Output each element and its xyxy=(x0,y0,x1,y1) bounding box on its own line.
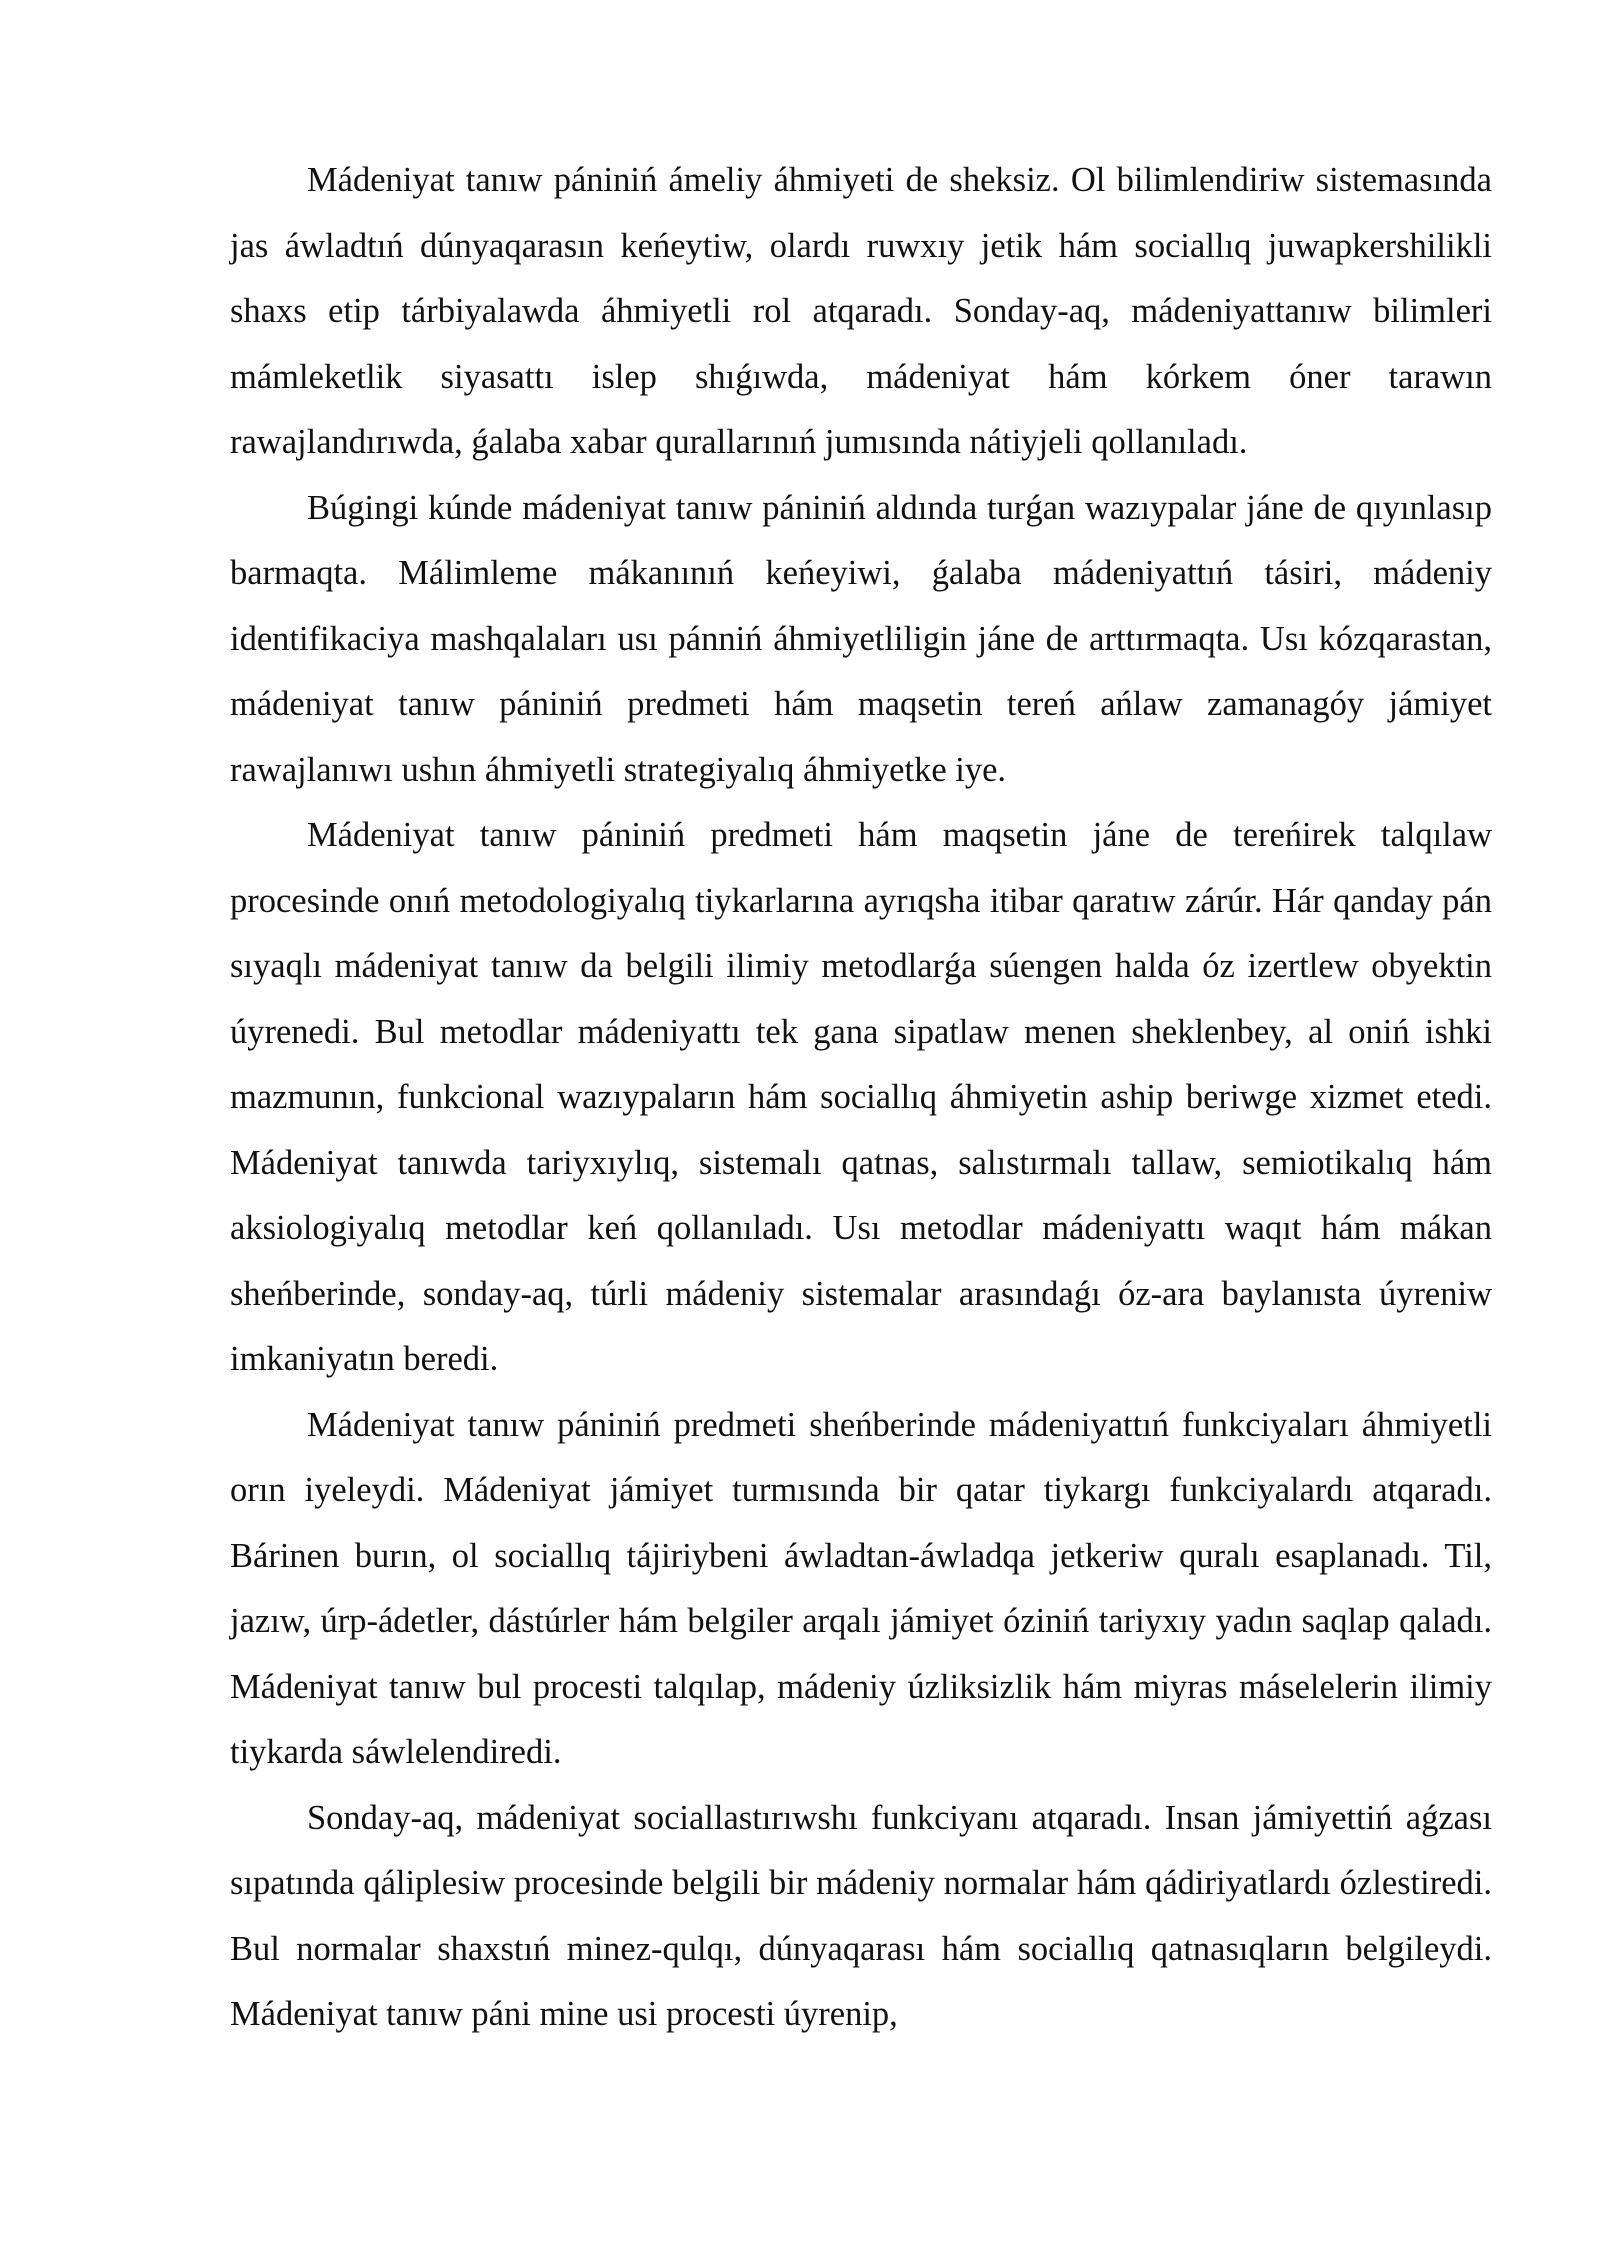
paragraph-2: Búgingi kúnde mádeniyat tanıw pániniń aldında turǵan wazıypalar jáne de qıyınlasıp barmaqta. Málimleme mákanınıń keńeyiwi, ǵalaba mádeniyattıń tásiri, mádeniy identifikaciya mashqalaları usı pánniń áhmiyetliligin jáne de arttırmaqta. Usı kózqarastan, mádeniyat tanıw pániniń predmeti hám maqsetin tereń ańlaw zamanagóy jámiyet rawajlanıwı ushın áhmiyetli strategiyalıq áhmiyetke iye. xyxy=(230,488,1492,789)
paragraph-5: Sonday-aq, mádeniyat sociallastırıwshı funkciyanı atqaradı. Insan jámiyettiń aǵzası sıpatında qáliplesiw procesinde belgili bir mádeniy normalar hám qádiriyatlardı ózlestiredi. Bul normalar shaxstıń minez-qulqı, dúnyaqarası hám sociallıq qatnasıqların belgileydi. Mádeniyat tanıw páni mine usi procesti úyrenip, xyxy=(230,1798,1492,2033)
document-body xyxy=(230,148,1492,2048)
paragraph-4: Mádeniyat tanıw pániniń predmeti sheńberinde mádeniyattıń funkciyaları áhmiyetli orın iyeleydi. Mádeniyat jámiyet turmısında bir qatar tiykargı funkciyalardı atqaradı. Bárinen burın, ol sociallıq tájiriybeni áwladtan-áwladqa jetkeriw quralı esaplanadı. Til, jazıw, úrp-ádetler, dástúrler hám belgiler arqalı jámiyet óziniń tariyxıy yadın saqlap qaladı. Mádeniyat tanıw bul procesti talqılap, mádeniy úzliksizlik hám miyras máselelerin ilimiy tiykarda sáwlelendiredi. xyxy=(230,1405,1492,1771)
paragraph-1: Mádeniyat tanıw pániniń ámeliy áhmiyeti de sheksiz. Ol bilimlendiriw sistemasında jas áwladtıń dúnyaqarasın keńeytiw, olardı ruwxıy jetik hám sociallıq juwapkershilikli shaxs etip tárbiyalawda áhmiyetli rol atqaradı. Sonday-aq, mádeniyattanıw bilimleri mámleketlik siyasattı islep shıǵıwda, mádeniyat hám kórkem óner tarawın rawajlandırıwda, ǵalaba xabar qurallarınıń jumısında nátiyjeli qollanıladı. xyxy=(230,161,1492,461)
paragraph-3: Mádeniyat tanıw pániniń predmeti hám maqsetin jáne de tereńirek talqılaw procesinde onıń metodologiyalıq tiykarlarına ayrıqsha itibar qaratıw zárúr. Hár qanday pán sıyaqlı mádeniyat tanıw da belgili ilimiy metodlarǵa súengen halda óz izertlew obyektin úyrenedi. Bul metodlar mádeniyattı tek gana sipatlaw menen sheklenbey, al oniń ishki mazmunın, funkcional wazıypaların hám sociallıq áhmiyetin aship beriwge xizmet etedi. Mádeniyat tanıwda tariyxıylıq, sistemalı qatnas, salıstırmalı tallaw, semiotikalıq hám aksiologiyalıq metodlar keń qollanıladı. Usı metodlar mádeniyattı waqıt hám mákan sheńberinde, sonday-aq, túrli mádeniy sistemalar arasındaǵı óz-ara baylanısta úyreniw imkaniyatın beredi. xyxy=(230,816,1492,1378)
